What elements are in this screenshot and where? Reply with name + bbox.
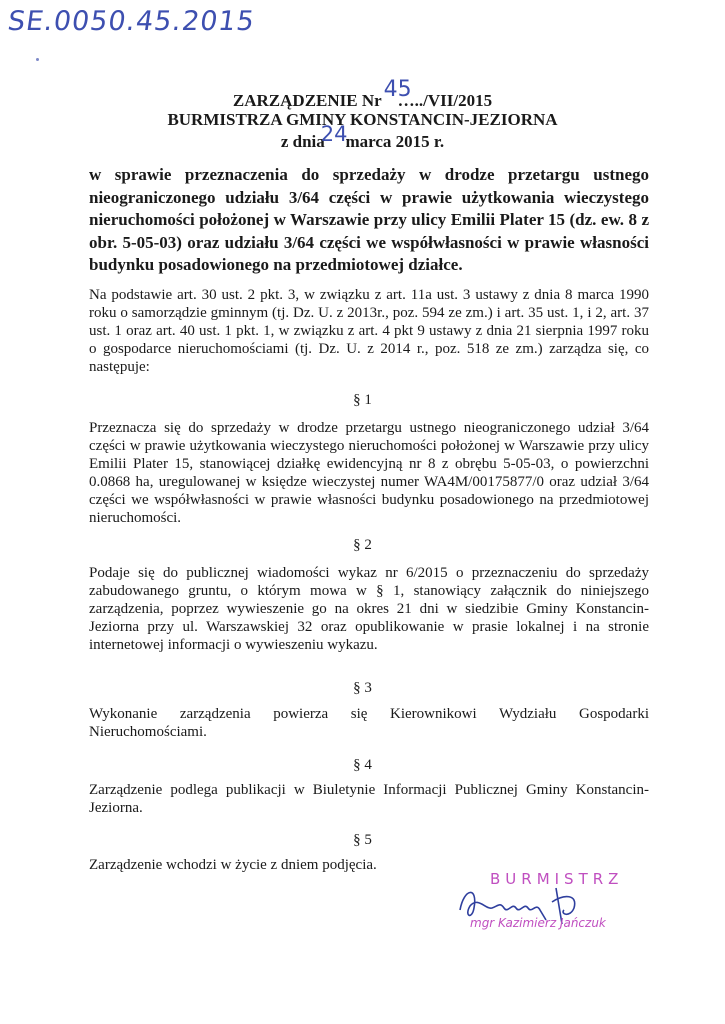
document-title [0, 77, 725, 111]
section-1-text: Przeznacza się do sprzedaży w drodze przetargu ustnego nieograniczonego udział 3/64 części w prawie użytkowania wieczystego nieruchomości położonej w Warszawie przy ulicy Emilii Plater 15, stanowiącej działkę ewidencyjną nr 8 z obrębu 5-05-03, o powierzchni 0.0868 ha, uregulowanej w księdze wieczystej numer WA4M/00175877/0 oraz udział 3/64 części we współwłasności w prawie własności budynku posadowionego na przedmiotowej nieruchomości. [89, 420, 649, 526]
issuing-authority: BURMISTRZA GMINY KONSTANCIN-JEZIORNA [167, 110, 558, 129]
handwritten-order-number: 45 [383, 77, 412, 102]
section-5-text: Zarządzenie wchodzi w życie z dniem podjęcia. [89, 857, 377, 873]
stamp-name: mgr Kazimierz Jańczuk [470, 916, 606, 930]
title-number-suffix: …../VII/2015 [397, 91, 493, 110]
legal-basis-paragraph: Na podstawie art. 30 ust. 2 pkt. 3, w związku z art. 11a ust. 3 ustawy z dnia 8 marca 1990 roku o samorządzie gminnym (tj. Dz. U. z 2013r., poz. 594 ze zm.) i art. 35 ust. 1, i 2, art. 37 ust. 1 oraz art. 40 ust. 1 pkt. 1, w związku z art. 4 pkt 9 ustawy z dnia 21 sierpnia 1997 roku o gospodarce nieruchomościami (tj. Dz. U. z 2014 r., poz. 518 ze zm.) zarządza się, co następuje: [89, 287, 649, 375]
handwritten-day: 24 [320, 122, 348, 146]
title-prefix: ZARZĄDZENIE Nr [232, 91, 386, 110]
section-3-text: Wykonanie zarządzenia powierza się Kierownikowi Wydziału Gospodarki Nieruchomościami. [89, 706, 649, 740]
date-suffix: marca 2015 r. [345, 132, 445, 151]
document-date [0, 122, 725, 152]
date-prefix: z dnia [280, 132, 325, 151]
section-2-heading: § 2 [353, 537, 372, 553]
section-4-heading: § 4 [353, 757, 372, 773]
stamp-title: BURMISTRZ [490, 870, 624, 888]
ink-dot [36, 58, 39, 61]
section-1-heading: § 1 [353, 392, 372, 408]
section-5-heading: § 5 [353, 832, 372, 848]
section-2-text: Podaje się do publicznej wiadomości wykaz nr 6/2015 o przeznaczeniu do sprzedaży zabudowanego gruntu, o którym mowa w § 1, stanowiący załącznik do niniejszego zarządzenia, poprzez wywieszenie go na okres 21 dni w siedzibie Gminy Konstancin-Jeziorna przy ul. Warszawskiej 32 oraz opublikowanie w prasie lokalnej i na stronie internetowej informacji o wywieszeniu wykazu. [89, 565, 649, 653]
section-4-text: Zarządzenie podlega publikacji w Biuletynie Informacji Publicznej Gminy Konstancin-Jeziorna. [89, 782, 649, 816]
handwritten-registration-number: SE.0050.45.2015 [5, 6, 257, 37]
section-3-heading: § 3 [353, 680, 372, 696]
subject-paragraph: w sprawie przeznaczenia do sprzedaży w drodze przetargu ustnego nieograniczonego udziału 3/64 części w prawie użytkowania wieczystego nieruchomości położonej w Warszawie przy ulicy Emilii Plater 15 (dz. ew. 8 z obr. 5-05-03) oraz udziału 3/64 części we współwłasności w prawie własności budynku posadowionego na przedmiotowej działce. [89, 165, 649, 274]
